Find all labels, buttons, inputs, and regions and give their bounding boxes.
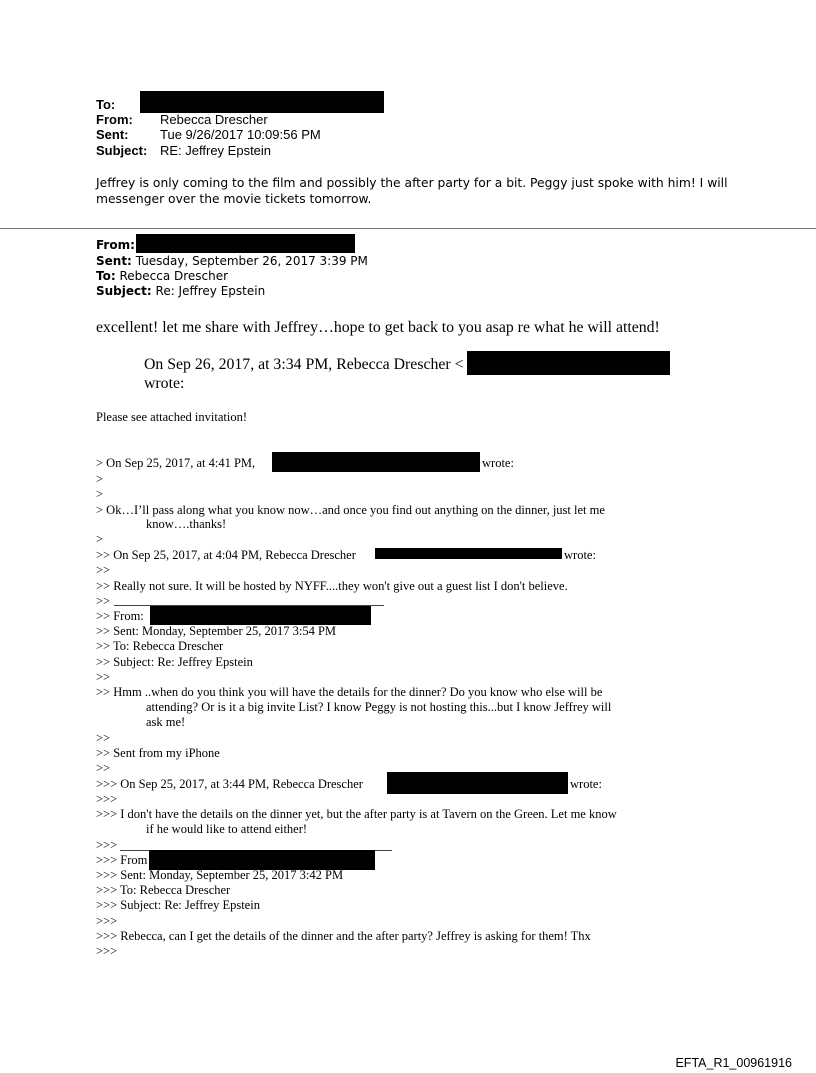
second-sent-line <box>96 254 368 269</box>
reply-body-line-2: messenger over the movie tickets tomorrow. <box>96 192 372 206</box>
second-subject-line <box>96 284 265 299</box>
redacted-name-1 <box>272 452 480 472</box>
thread-line: know….thanks! <box>146 517 227 531</box>
thread-line: >> <box>96 670 111 684</box>
thread-line: >>> <box>96 914 118 928</box>
redacted-recipient <box>140 91 384 113</box>
thread-line: >> Subject: Re: Jeffrey Epstein <box>96 655 253 669</box>
second-from-label: From: <box>96 238 135 252</box>
second-to-value: Rebecca Drescher <box>119 269 229 283</box>
sent-value: Tue 9/26/2017 10:09:56 PM <box>160 127 321 142</box>
from-value: Rebecca Drescher <box>160 112 268 127</box>
thread-line: >> <box>96 594 111 608</box>
thread-line: >> Really not sure. It will be hosted by NYFF....they won't give out a guest list I don't believe. <box>96 579 568 593</box>
thread-line: attending? Or is it a big invite List? I know Peggy is not hosting this...but I know Jeffrey will <box>146 700 612 714</box>
sent-label: Sent: <box>96 127 129 142</box>
redacted-email-1 <box>467 351 670 375</box>
thread-line: wrote: <box>482 456 514 470</box>
divider <box>0 228 816 229</box>
thread-line: > <box>96 532 104 546</box>
thread-line: wrote: <box>570 777 602 791</box>
thread-line: >>> <box>96 944 118 958</box>
thread-line: >>> Sent: Monday, September 25, 2017 3:42 PM <box>96 868 344 882</box>
thread-line: >>> Subject: Re: Jeffrey Epstein <box>96 898 260 912</box>
thread-line: >> On Sep 25, 2017, at 4:04 PM, Rebecca Drescher <box>96 548 356 562</box>
quote-header-line-2: wrote: <box>144 375 185 392</box>
thread-line: >>> <box>96 792 118 806</box>
thread-line: >> Sent: Monday, September 25, 2017 3:54 PM <box>96 624 337 638</box>
second-to-label: To: <box>96 269 116 283</box>
to-label: To: <box>96 97 116 112</box>
from-label: From: <box>96 112 133 127</box>
subject-value: RE: Jeffrey Epstein <box>160 143 272 158</box>
redacted-name-2 <box>150 606 371 625</box>
thread-line: >>> <box>96 838 118 852</box>
thread-line: wrote: <box>564 548 596 562</box>
thread-line: >> From: <box>96 609 144 623</box>
redacted-sender <box>136 234 355 253</box>
thread-line: >>> I don't have the details on the dinner yet, but the after party is at Tavern on the Green. Let me know <box>96 807 617 821</box>
body-main: excellent! let me share with Jeffrey…hope to get back to you asap re what he will attend! <box>96 319 660 336</box>
invitation-note: Please see attached invitation! <box>96 410 247 424</box>
thread-line: ask me! <box>146 715 186 729</box>
quote-header-line-1: On Sep 26, 2017, at 3:34 PM, Rebecca Drescher < <box>144 356 464 373</box>
subject-label: Subject: <box>96 143 148 158</box>
thread-line: if he would like to attend either! <box>146 822 308 836</box>
redacted-name-3 <box>149 850 375 870</box>
thread-line: >> <box>96 761 111 775</box>
reply-body-line-1: Jeffrey is only coming to the film and possibly the after party for a bit. Peggy just spoke with him! I will <box>96 176 728 190</box>
thread-line: > <box>96 472 104 486</box>
thread-line: >>> From <box>96 853 148 867</box>
thread-line: >> <box>96 563 111 577</box>
document-id: EFTA_R1_00961916 <box>675 1056 792 1070</box>
thread-line: > <box>96 487 104 501</box>
thread-line: >> <box>96 731 111 745</box>
thread-line: > On Sep 25, 2017, at 4:41 PM, <box>96 456 256 470</box>
second-sent-label: Sent: <box>96 254 132 268</box>
second-to-line <box>96 269 228 284</box>
second-subject-value: Re: Jeffrey Epstein <box>155 284 266 298</box>
thread-line: >>> Rebecca, can I get the details of the dinner and the after party? Jeffrey is asking for them! Thx <box>96 929 591 943</box>
redacted-email-2 <box>375 548 562 559</box>
thread-line: >> To: Rebecca Drescher <box>96 639 224 653</box>
thread-line: >> Hmm ..when do you think you will have the details for the dinner? Do you know who else will be <box>96 685 603 699</box>
redacted-email-3 <box>387 772 568 794</box>
thread-line: > Ok…I’ll pass along what you know now…and once you find out anything on the dinner, just let me <box>96 503 605 517</box>
second-sent-value: Tuesday, September 26, 2017 3:39 PM <box>135 254 368 268</box>
thread-line: >> Sent from my iPhone <box>96 746 220 760</box>
thread-line: >>> On Sep 25, 2017, at 3:44 PM, Rebecca Drescher <box>96 777 363 791</box>
thread-line: >>> To: Rebecca Drescher <box>96 883 231 897</box>
second-subject-label: Subject: <box>96 284 152 298</box>
